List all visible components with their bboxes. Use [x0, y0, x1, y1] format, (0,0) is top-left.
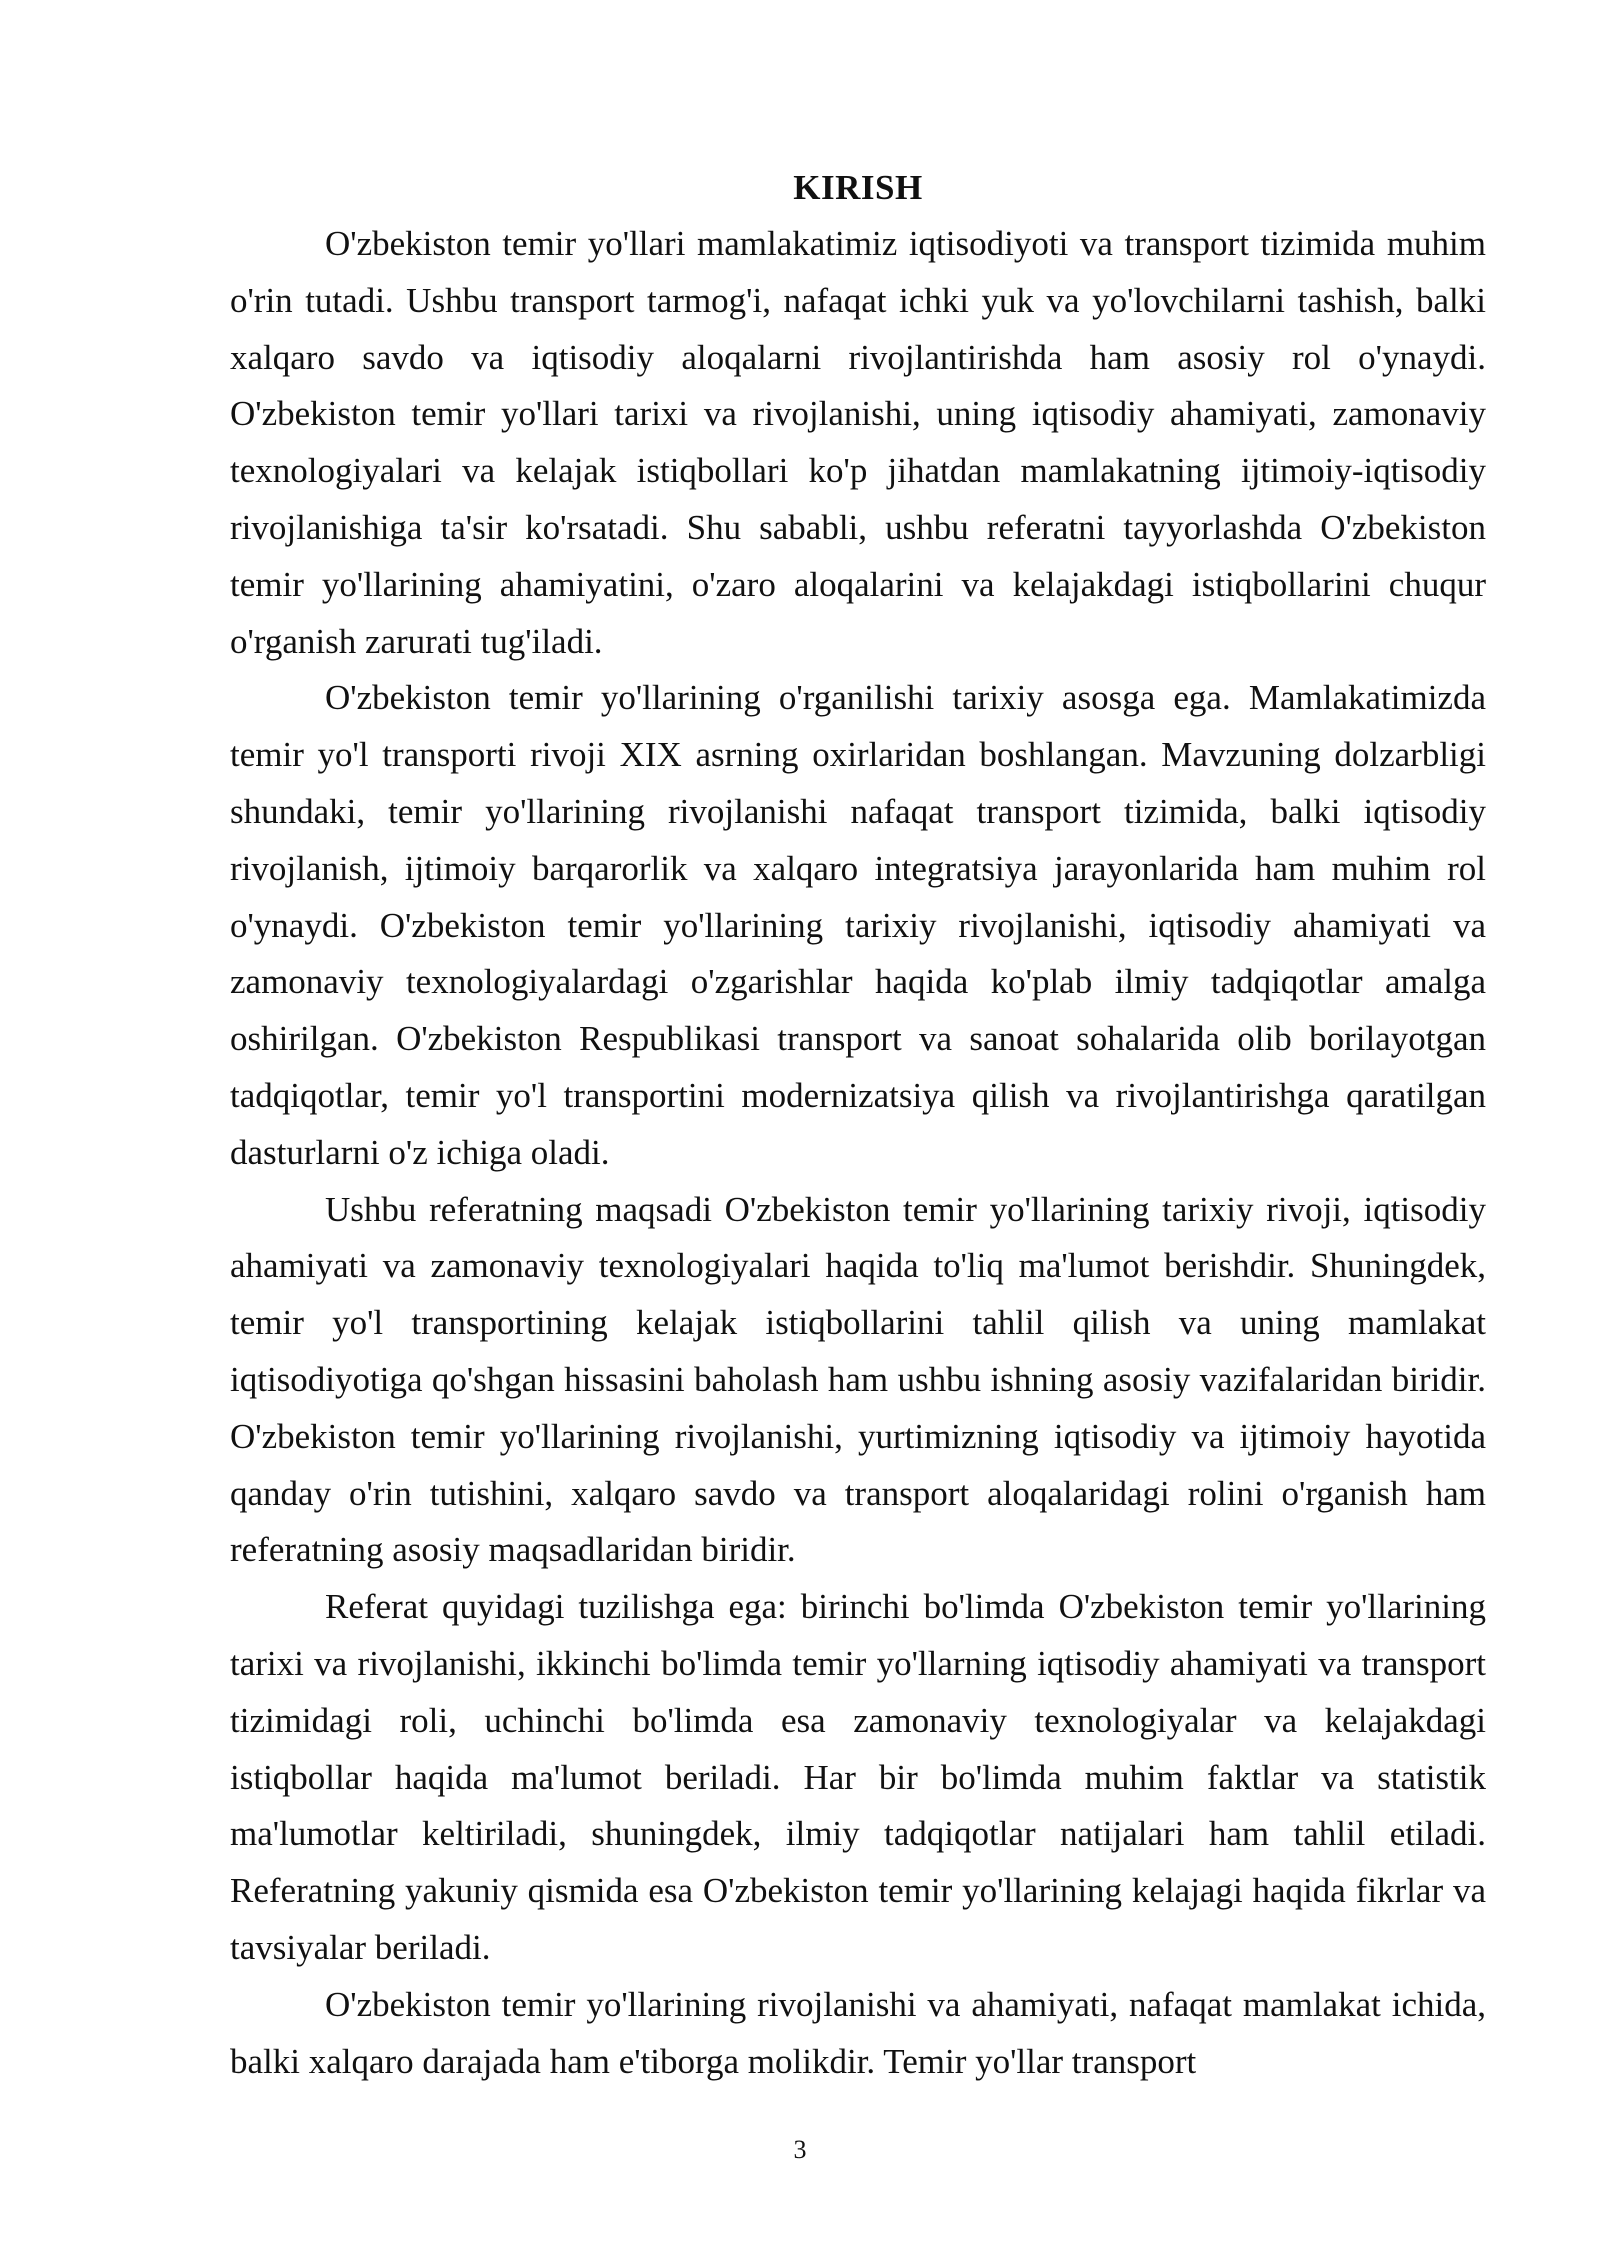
paragraph-continued: O'zbekiston temir yo'llarining rivojlanishi va ahamiyati, nafaqat mamlakat ichida, balki xalqaro darajada ham e'tiborga molikdir. Temir yo'llar transport: [230, 1984, 1486, 2081]
section-title: KIRISH: [793, 168, 923, 207]
paragraph: Ushbu referatning maqsadi O'zbekiston temir yo'llarining tarixiy rivoji, iqtisodiy ahamiyati va zamonaviy texnologiyalari haqida to'liq ma'lumot berishdir. Shuningdek, temir yo'l transportining kelajak istiqbollarini tahlil qilish va uning mamlakat iqtisodiyotiga qo'shgan hissasini baholash ham ushbu ishning asosiy vazifalaridan biridir. O'zbekiston temir yo'llarining rivojlanishi, yurtimizning iqtisodiy va ijtimoiy hayotida qanday o'rin tutishini, xalqaro savdo va transport aloqalaridagi rolini o'rganish ham referatning asosiy maqsadlaridan biridir.: [230, 1189, 1486, 1570]
paragraph: Referat quyidagi tuzilishga ega: birinchi bo'limda O'zbekiston temir yo'llarining tarixi va rivojlanishi, ikkinchi bo'limda temir yo'llarning iqtisodiy ahamiyati va transport tizimidagi roli, uchinchi bo'limda esa zamonaviy texnologiyalar va kelajakdagi istiqbollar haqida ma'lumot beriladi. Har bir bo'limda muhim faktlar va statistik ma'lumotlar keltiriladi, shuningdek, ilmiy tadqiqotlar natijalari ham tahlil etiladi. Referatning yakuniy qismida esa O'zbekiston temir yo'llarining kelajagi haqida fikrlar va tavsiyalar beriladi.: [230, 1587, 1486, 1967]
paragraph: O'zbekiston temir yo'llari mamlakatimiz iqtisodiyoti va transport tizimida muhim o'rin tutadi. Ushbu transport tarmog'i, nafaqat ichki yuk va yo'lovchilarni tashish, balki xalqaro savdo va iqtisodiy aloqalarni rivojlantirishda ham asosiy rol o'ynaydi. O'zbekiston temir yo'llari tarixi va rivojlanishi, uning iqtisodiy ahamiyati, zamonaviy texnologiyalari va kelajak istiqbollari ko'p jihatdan mamlakatning ijtimoiy-iqtisodiy rivojlanishiga ta'sir ko'rsatadi. Shu sababli, ushbu referatni tayyorlashda O'zbekiston temir yo'llarining ahamiyatini, o'zaro aloqalarini va kelajakdagi istiqbollarini chuqur o'rganish zarurati tug'iladi.: [230, 224, 1486, 661]
page-content: [230, 160, 1486, 2090]
paragraph: O'zbekiston temir yo'llarining o'rganilishi tarixiy asosga ega. Mamlakatimizda temir yo'l transporti rivoji XIX asrning oxirlaridan boshlangan. Mavzuning dolzarbligi shundaki, temir yo'llarining rivojlanishi nafaqat transport tizimida, balki iqtisodiy rivojlanish, ijtimoiy barqarorlik va xalqaro integratsiya jarayonlarida ham muhim rol o'ynaydi. O'zbekiston temir yo'llarining tarixiy rivojlanishi, iqtisodiy ahamiyati va zamonaviy texnologiyalardagi o'zgarishlar haqida ko'plab ilmiy tadqiqotlar amalga oshirilgan. O'zbekiston Respublikasi transport va sanoat sohalarida olib borilayotgan tadqiqotlar, temir yo'l transportini modernizatsiya qilish va rivojlantirishga qaratilgan dasturlarni o'z ichiga oladi.: [230, 678, 1486, 1172]
page-number: 3: [793, 2135, 807, 2164]
